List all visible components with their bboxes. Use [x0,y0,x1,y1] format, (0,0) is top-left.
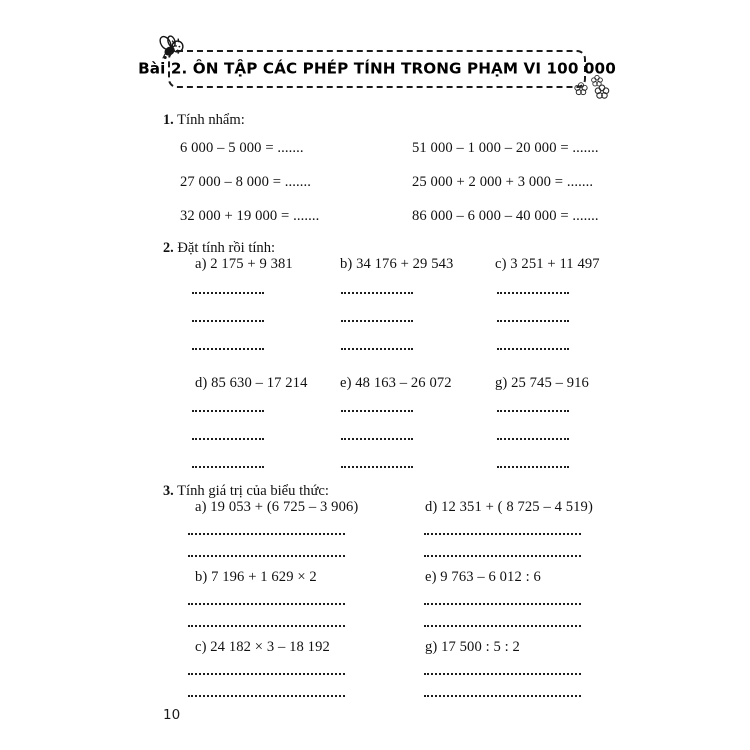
answer-line[interactable] [192,410,264,412]
answer-line[interactable] [341,292,413,294]
exercise-2-item-e: e) 48 163 – 26 072 [340,375,452,391]
answer-line[interactable] [188,695,345,697]
answer-line[interactable] [192,466,264,468]
answer-line[interactable] [188,673,345,675]
flower-cluster-icon [572,70,618,104]
page-title: Bài 2. ÔN TẬP CÁC PHÉP TÍNH TRONG PHẠM VI 100 000 [138,59,616,78]
answer-line[interactable] [424,673,581,675]
exercise-1-heading [163,112,245,129]
answer-line[interactable] [497,320,569,322]
answer-line[interactable] [188,533,345,535]
answer-line[interactable] [188,555,345,557]
answer-line[interactable] [497,292,569,294]
answer-line[interactable] [341,466,413,468]
exercise-3-heading [163,483,329,500]
answer-line[interactable] [341,410,413,412]
exercise-3-item-c: c) 24 182 × 3 – 18 192 [195,639,330,655]
answer-line[interactable] [192,292,264,294]
page-title-banner [138,34,616,102]
exercise-3-item-d: d) 12 351 + ( 8 725 – 4 519) [425,499,593,515]
exercise-1-title: Tính nhẩm: [177,112,245,128]
exercise-1-left-item-2: 27 000 – 8 000 = ....... [180,174,312,190]
exercise-2-title: Đặt tính rồi tính: [177,240,276,256]
exercise-3-title: Tính giá trị của biểu thức: [177,483,329,499]
answer-line[interactable] [497,466,569,468]
exercise-2-item-g: g) 25 745 – 916 [495,375,589,391]
exercise-1-right-item-3: 86 000 – 6 000 – 40 000 = ....... [412,208,599,224]
exercise-1-right-item-1: 51 000 – 1 000 – 20 000 = ....... [412,140,599,156]
answer-line[interactable] [424,603,581,605]
answer-line[interactable] [192,348,264,350]
answer-line[interactable] [188,603,345,605]
exercise-2-heading [163,240,275,257]
page-number: 10 [163,707,181,723]
exercise-1-left-item-1: 6 000 – 5 000 = ....... [180,140,304,156]
answer-line[interactable] [497,438,569,440]
answer-line[interactable] [341,438,413,440]
answer-line[interactable] [341,348,413,350]
answer-line[interactable] [424,555,581,557]
answer-line[interactable] [192,320,264,322]
answer-line[interactable] [497,410,569,412]
exercise-3-number: 3. [163,483,174,499]
exercise-2-item-b: b) 34 176 + 29 543 [340,256,454,272]
exercise-3-item-g: g) 17 500 : 5 : 2 [425,639,520,655]
answer-line[interactable] [424,533,581,535]
exercise-1-right-item-2: 25 000 + 2 000 + 3 000 = ....... [412,174,594,190]
answer-line[interactable] [424,695,581,697]
title-box [138,50,616,88]
exercise-3-item-e: e) 9 763 – 6 012 : 6 [425,569,541,585]
exercise-1-left-item-3: 32 000 + 19 000 = ....... [180,208,320,224]
answer-line[interactable] [188,625,345,627]
answer-line[interactable] [497,348,569,350]
exercise-3-item-b: b) 7 196 + 1 629 × 2 [195,569,317,585]
exercise-2-item-c: c) 3 251 + 11 497 [495,256,600,272]
answer-line[interactable] [192,438,264,440]
exercise-2-number: 2. [163,240,174,256]
exercise-3-item-a: a) 19 053 + (6 725 – 3 906) [195,499,359,515]
exercise-2-item-d: d) 85 630 – 17 214 [195,375,308,391]
exercise-2-item-a: a) 2 175 + 9 381 [195,256,293,272]
exercise-1-number: 1. [163,112,174,128]
answer-line[interactable] [341,320,413,322]
answer-line[interactable] [424,625,581,627]
